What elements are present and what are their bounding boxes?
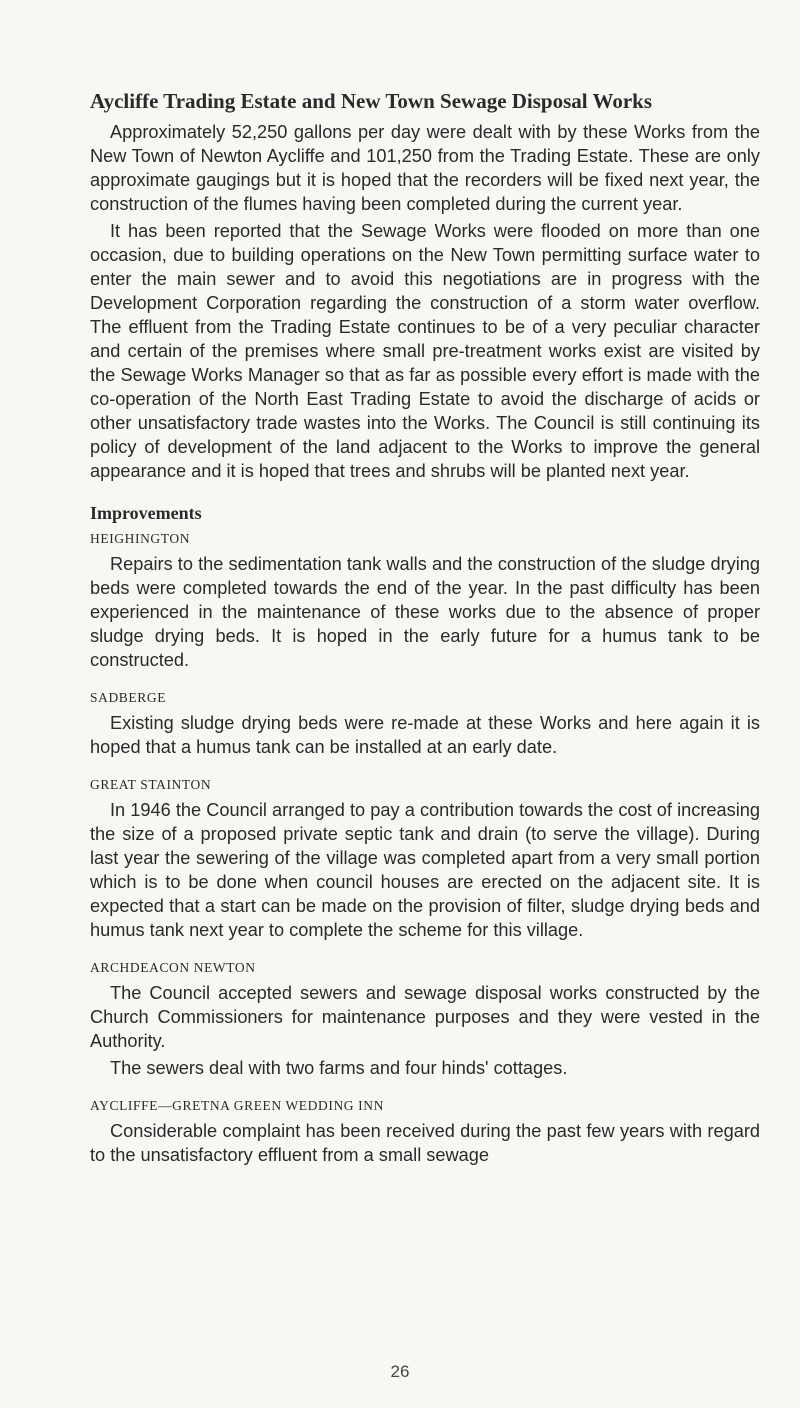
section-archdeacon-newton xyxy=(90,958,760,1080)
section-heading-great-stainton: GREAT STAINTON xyxy=(90,777,212,792)
section-heading-heighington: HEIGHINGTON xyxy=(90,531,191,546)
section-paragraph: The Council accepted sewers and sewage disposal works constructed by the Church Commissioners for maintenance purposes and they were vested in the Authority. xyxy=(90,983,760,1051)
section-heighington xyxy=(90,529,760,672)
section-great-stainton xyxy=(90,775,760,942)
section-sadberge xyxy=(90,688,760,759)
section-heading-archdeacon-newton: ARCHDEACON NEWTON xyxy=(90,960,256,975)
document-page xyxy=(90,88,760,1170)
page-title: Aycliffe Trading Estate and New Town Sewage Disposal Works xyxy=(90,89,653,113)
section-paragraph: Repairs to the sedimentation tank walls and the construction of the sludge drying beds were completed towards the end of the year. In the past difficulty has been experienced in the maintenance of these works due to the absence of proper sludge drying beds. It is hoped in the early future for a humus tank to be constructed. xyxy=(90,554,760,670)
intro-paragraph-2: It has been reported that the Sewage Works were flooded on more than one occasion, due to building operations on the New Town permitting surface water to enter the main sewer and to avoid this negotiations are in progress with the Development Corporation regarding the construction of a storm water overflow. The effluent from the Trading Estate continues to be of a very peculiar character and certain of the premises where small pre-treatment works exist are visited by the Sewage Works Manager so that as far as possible every effort is made with the co-operation of the North East Trading Estate to avoid the discharge of acids or other unsatisfactory trade wastes into the Works. The Council is still continuing its policy of development of the land adjacent to the Works to improve the general appearance and it is hoped that trees and shrubs will be planted next year. xyxy=(90,221,760,481)
section-paragraph: Existing sludge drying beds were re-made at these Works and here again it is hoped that a humus tank can be installed at an early date. xyxy=(90,713,760,757)
page-number: 26 xyxy=(390,1362,410,1381)
improvements-heading: Improvements xyxy=(90,503,202,523)
section-paragraph: Considerable complaint has been received during the past few years with regard to the unsatisfactory effluent from a small sewage xyxy=(90,1121,760,1165)
intro-paragraph-1: Approximately 52,250 gallons per day were dealt with by these Works from the New Town of Newton Aycliffe and 101,250 from the Trading Estate. These are only approximate gaugings but it is hoped that the recorders will be fixed next year, the construction of the flumes having been completed during the current year. xyxy=(90,122,760,214)
section-heading-sadberge: SADBERGE xyxy=(90,690,167,705)
section-paragraph: In 1946 the Council arranged to pay a contribution towards the cost of increasing the size of a proposed private septic tank and drain (to serve the village). During last year the sewering of the village was completed apart from a very small portion which is to be done when council houses are erected on the adjacent site. It is expected that a start can be made on the provision of filter, sludge drying beds and humus tank next year to complete the scheme for this village. xyxy=(90,800,760,940)
section-paragraph: The sewers deal with two farms and four hinds' cottages. xyxy=(110,1058,568,1078)
section-aycliffe-gretna-green xyxy=(90,1096,760,1167)
section-heading-aycliffe-gretna-green: AYCLIFFE—GRETNA GREEN WEDDING INN xyxy=(90,1098,384,1113)
